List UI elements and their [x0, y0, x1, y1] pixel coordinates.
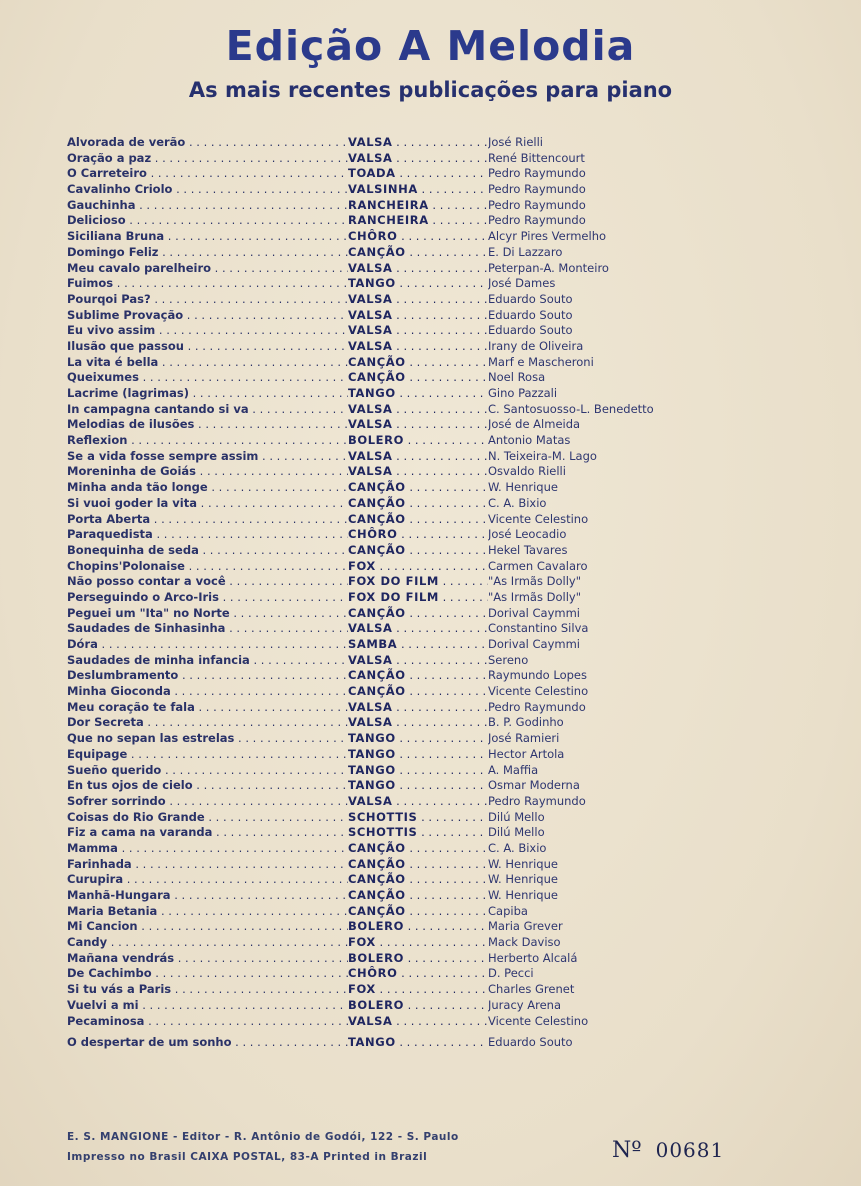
- list-item: [67, 966, 767, 982]
- song-composer: W. Henrique: [488, 856, 558, 871]
- list-item: [67, 872, 767, 888]
- song-genre: CANÇÃO . . .: [348, 841, 488, 857]
- song-composer: Alcyr Pires Vermelho: [488, 229, 607, 244]
- song-composer: Pedro Raymundo: [488, 213, 586, 228]
- song-composer: Eduardo Souto: [488, 323, 573, 338]
- song-genre: CANÇÃO . . .: [348, 904, 488, 920]
- catalog-list: [67, 135, 767, 1051]
- song-title: Curupira . . .: [67, 872, 348, 888]
- list-item: [67, 684, 767, 700]
- song-title: Si tu vás a Paris . . .: [67, 982, 348, 998]
- list-item: [67, 810, 767, 826]
- song-composer: Marf e Mascheroni: [488, 354, 594, 369]
- song-title: Peguei um "Ita" no Norte . . .: [67, 606, 348, 622]
- song-genre: RANCHEIRA . . .: [348, 213, 488, 229]
- song-genre: TANGO . . .: [348, 778, 488, 794]
- song-title: Dor Secreta . . .: [67, 715, 348, 731]
- song-composer: C. Santosuosso-L. Benedetto: [488, 401, 654, 416]
- song-title: Bonequinha de seda . . .: [67, 543, 348, 559]
- song-title: Gauchinha . . .: [67, 198, 348, 214]
- song-composer: Pedro Raymundo: [488, 699, 586, 714]
- list-item: [67, 794, 767, 810]
- song-composer: Pedro Raymundo: [488, 793, 586, 808]
- list-item: [67, 198, 767, 214]
- song-composer: E. Di Lazzaro: [488, 244, 563, 259]
- song-title: In campagna cantando si va . . .: [67, 402, 348, 418]
- song-title: Saudades de minha infancia . . .: [67, 653, 348, 669]
- song-genre: CANÇÃO . . .: [348, 480, 488, 496]
- song-composer: Dorival Caymmi: [488, 637, 580, 651]
- song-title: Delicioso . . .: [67, 213, 348, 229]
- list-item: [67, 213, 767, 229]
- song-title: Não posso contar a você . . .: [67, 574, 348, 590]
- list-item: [67, 543, 767, 559]
- page-subtitle: As mais recentes publicações para piano: [188, 78, 673, 102]
- song-title: Sublime Provação . . .: [67, 308, 348, 324]
- list-item: [67, 135, 767, 151]
- list-item: [67, 904, 767, 920]
- song-title: Equipage . . .: [67, 747, 348, 763]
- list-item: [67, 480, 767, 496]
- printed-line: Impresso no Brasil CAIXA POSTAL, 83-A Printed in Brazil: [67, 1151, 428, 1163]
- list-item: [67, 637, 767, 653]
- list-item: [67, 621, 767, 637]
- song-title: En tus ojos de cielo . . .: [67, 778, 348, 794]
- list-item: [67, 464, 767, 480]
- song-composer: Capiba: [488, 903, 528, 918]
- song-genre: CANÇÃO . . .: [348, 512, 488, 528]
- song-title: Fuimos . . .: [67, 276, 348, 292]
- song-composer: Dilú Mello: [488, 809, 545, 824]
- song-title: Reflexion . . .: [67, 433, 348, 449]
- list-item: [67, 308, 767, 324]
- song-title: Maria Betania . . .: [67, 904, 348, 920]
- song-composer: Sereno: [488, 652, 529, 667]
- song-composer: Antonio Matas: [488, 433, 571, 448]
- page-title: Edição A Melodia: [225, 22, 636, 70]
- song-composer: Charles Grenet: [488, 982, 575, 997]
- song-composer: José Ramieri: [488, 731, 560, 746]
- song-composer: José de Almeida: [488, 417, 581, 432]
- song-genre: VALSA . . .: [348, 151, 488, 167]
- song-composer: René Bittencourt: [488, 150, 585, 165]
- song-title: Alvorada de verão . . .: [67, 135, 348, 151]
- song-genre: SAMBA . . .: [348, 637, 488, 653]
- song-composer: José Leocadio: [488, 527, 567, 542]
- list-item: [67, 715, 767, 731]
- song-title: Porta Aberta . . .: [67, 512, 348, 528]
- list-item: [67, 386, 767, 402]
- song-genre: SCHOTTIS . . .: [348, 810, 488, 826]
- list-item: [67, 229, 767, 245]
- song-genre: SCHOTTIS . . .: [348, 825, 488, 841]
- song-composer: W. Henrique: [488, 888, 558, 902]
- song-title: Oração a paz . . .: [67, 151, 348, 167]
- song-title: Pourqoi Pas? . . .: [67, 292, 348, 308]
- song-composer: Hector Artola: [488, 746, 565, 761]
- song-genre: FOX DO FILM . . .: [348, 574, 488, 590]
- list-item: [67, 496, 767, 512]
- list-item: [67, 276, 767, 292]
- song-composer: C. A. Bixio: [488, 495, 547, 510]
- song-title: Vuelvi a mi . . .: [67, 998, 348, 1014]
- list-item: [67, 778, 767, 794]
- song-genre: VALSA . . .: [348, 339, 488, 355]
- song-genre: FOX . . .: [348, 559, 488, 575]
- song-composer: Vicente Celestino: [488, 1013, 589, 1028]
- list-item: [67, 370, 767, 386]
- song-composer: Carmen Cavalaro: [488, 558, 588, 573]
- song-genre: VALSA . . .: [348, 261, 488, 277]
- song-genre: TOADA . . .: [348, 166, 488, 182]
- list-item: [67, 182, 767, 198]
- song-genre: FOX . . .: [348, 982, 488, 998]
- song-title: Sofrer sorrindo . . .: [67, 794, 348, 810]
- song-title: Si vuoi goder la vita . . .: [67, 496, 348, 512]
- list-item: [67, 888, 767, 904]
- song-composer: "As Irmãs Dolly": [488, 589, 581, 604]
- song-title: Domingo Feliz . . .: [67, 245, 348, 261]
- song-genre: CANÇÃO . . .: [348, 857, 488, 873]
- song-title: Siciliana Bruna . . .: [67, 229, 348, 245]
- song-composer: Constantino Silva: [488, 621, 589, 636]
- song-genre: VALSA . . .: [348, 794, 488, 810]
- song-genre: VALSA . . .: [348, 323, 488, 339]
- list-item: [67, 339, 767, 355]
- song-composer: W. Henrique: [488, 872, 558, 887]
- list-item: [67, 998, 767, 1014]
- list-item: [67, 512, 767, 528]
- list-item: [67, 747, 767, 763]
- song-title: Minha anda tão longe . . .: [67, 480, 348, 496]
- song-genre: TANGO . . .: [348, 1035, 488, 1051]
- song-composer: Vicente Celestino: [488, 684, 589, 699]
- song-title: Meu coração te fala . . .: [67, 700, 348, 716]
- song-title: Candy . . .: [67, 935, 348, 951]
- song-title: Dóra . . .: [67, 637, 348, 653]
- song-composer: Gino Pazzali: [488, 386, 558, 400]
- song-title: Minha Gioconda . . .: [67, 684, 348, 700]
- song-title: Moreninha de Goiás . . .: [67, 464, 348, 480]
- song-title: O despertar de um sonho . . .: [67, 1035, 348, 1051]
- song-title: Queixumes . . .: [67, 370, 348, 386]
- list-item: [67, 574, 767, 590]
- song-genre: CHÔRO . . .: [348, 966, 488, 982]
- song-genre: VALSA . . .: [348, 1014, 488, 1030]
- list-item: [67, 433, 767, 449]
- song-genre: CANÇÃO . . .: [348, 370, 488, 386]
- list-item: [67, 323, 767, 339]
- serial-number-label: Nº: [612, 1138, 642, 1163]
- list-item: [67, 1035, 767, 1051]
- song-composer: B. P. Godinho: [488, 715, 564, 730]
- song-genre: CANÇÃO . . .: [348, 245, 488, 261]
- song-title: Lacrime (lagrimas) . . .: [67, 386, 348, 402]
- list-item: [67, 700, 767, 716]
- list-item: [67, 417, 767, 433]
- song-genre: TANGO . . .: [348, 731, 488, 747]
- song-composer: Mack Daviso: [488, 935, 561, 950]
- song-genre: CANÇÃO . . .: [348, 606, 488, 622]
- song-genre: FOX DO FILM . . .: [348, 590, 488, 606]
- song-genre: VALSA . . .: [348, 715, 488, 731]
- song-title: Ilusão que passou . . .: [67, 339, 348, 355]
- song-title: Perseguindo o Arco-Iris . . .: [67, 590, 348, 606]
- song-composer: Maria Grever: [488, 919, 563, 934]
- song-title: Melodias de ilusões . . .: [67, 417, 348, 433]
- song-title: Eu vivo assim . . .: [67, 323, 348, 339]
- song-composer: Dorival Caymmi: [488, 605, 580, 620]
- song-title: Sueño querido . . .: [67, 763, 348, 779]
- list-item: [67, 935, 767, 951]
- song-genre: BOLERO . . .: [348, 951, 488, 967]
- song-title: Manhã-Hungara . . .: [67, 888, 348, 904]
- song-title: Mamma . . .: [67, 841, 348, 857]
- list-item: [67, 763, 767, 779]
- song-genre: BOLERO . . .: [348, 433, 488, 449]
- song-title: Meu cavalo parelheiro . . .: [67, 261, 348, 277]
- song-genre: CHÔRO . . .: [348, 527, 488, 543]
- song-title: Deslumbramento . . .: [67, 668, 348, 684]
- song-genre: FOX . . .: [348, 935, 488, 951]
- song-title: Farinhada . . .: [67, 857, 348, 873]
- song-composer: Eduardo Souto: [488, 291, 573, 306]
- song-title: De Cachimbo . . .: [67, 966, 348, 982]
- publisher-line: E. S. MANGIONE - Editor - R. Antônio de Godói, 122 - S. Paulo: [67, 1131, 459, 1143]
- song-title: Cavalinho Criolo . . .: [67, 182, 348, 198]
- song-title: Chopins'Polonaise . . .: [67, 559, 348, 575]
- song-title: Saudades de Sinhasinha . . .: [67, 621, 348, 637]
- list-item: [67, 527, 767, 543]
- song-composer: José Rielli: [488, 135, 543, 149]
- list-item: [67, 857, 767, 873]
- song-genre: VALSA . . .: [348, 464, 488, 480]
- song-composer: Hekel Tavares: [488, 542, 568, 557]
- song-genre: CANÇÃO . . .: [348, 543, 488, 559]
- list-item: [67, 261, 767, 277]
- song-genre: TANGO . . .: [348, 386, 488, 402]
- song-genre: VALSA . . .: [348, 700, 488, 716]
- song-composer: N. Teixeira-M. Lago: [488, 448, 597, 463]
- song-genre: VALSA . . .: [348, 308, 488, 324]
- song-title: O Carreteiro . . .: [67, 166, 348, 182]
- list-item: [67, 245, 767, 261]
- song-title: Fiz a cama na varanda . . .: [67, 825, 348, 841]
- song-genre: VALSA . . .: [348, 402, 488, 418]
- song-title: Coisas do Rio Grande . . .: [67, 810, 348, 826]
- song-composer: Juracy Arena: [488, 997, 561, 1012]
- song-genre: VALSA . . .: [348, 449, 488, 465]
- song-genre: TANGO . . .: [348, 763, 488, 779]
- song-composer: Peterpan-A. Monteiro: [488, 260, 609, 275]
- song-title: Mañana vendrás . . .: [67, 951, 348, 967]
- song-composer: Osvaldo Rielli: [488, 464, 566, 479]
- song-composer: W. Henrique: [488, 480, 558, 495]
- list-item: [67, 731, 767, 747]
- list-item: [67, 951, 767, 967]
- list-item: [67, 559, 767, 575]
- song-title: Mi Cancion . . .: [67, 919, 348, 935]
- song-composer: Pedro Raymundo: [488, 197, 586, 212]
- list-item: [67, 355, 767, 371]
- list-item: [67, 606, 767, 622]
- song-genre: CANÇÃO . . .: [348, 888, 488, 904]
- list-item: [67, 919, 767, 935]
- list-item: [67, 1014, 767, 1030]
- serial-number: [612, 1138, 724, 1163]
- song-genre: VALSA . . .: [348, 653, 488, 669]
- song-genre: VALSINHA . . .: [348, 182, 488, 198]
- song-title: Paraquedista . . .: [67, 527, 348, 543]
- song-genre: VALSA . . .: [348, 135, 488, 151]
- song-composer: Eduardo Souto: [488, 1035, 573, 1050]
- list-item: [67, 292, 767, 308]
- list-item: [67, 449, 767, 465]
- list-item: [67, 402, 767, 418]
- song-title: La vita é bella . . .: [67, 355, 348, 371]
- list-item: [67, 825, 767, 841]
- song-genre: CANÇÃO . . .: [348, 668, 488, 684]
- song-composer: D. Pecci: [488, 966, 534, 981]
- song-genre: TANGO . . .: [348, 747, 488, 763]
- song-composer: Vicente Celestino: [488, 511, 589, 526]
- song-composer: Osmar Moderna: [488, 778, 580, 793]
- song-composer: Dilú Mello: [488, 825, 545, 840]
- list-item: [67, 151, 767, 167]
- list-item: [67, 166, 767, 182]
- song-composer: Pedro Raymundo: [488, 182, 586, 197]
- song-composer: "As Irmãs Dolly": [488, 574, 581, 589]
- song-composer: Herberto Alcalá: [488, 950, 578, 965]
- list-item: [67, 841, 767, 857]
- song-genre: RANCHEIRA . . .: [348, 198, 488, 214]
- list-item: [67, 668, 767, 684]
- song-genre: VALSA . . .: [348, 417, 488, 433]
- song-title: Que no sepan las estrelas . . .: [67, 731, 348, 747]
- song-genre: BOLERO . . .: [348, 919, 488, 935]
- song-genre: CHÔRO . . .: [348, 229, 488, 245]
- song-composer: C. A. Bixio: [488, 840, 547, 855]
- song-genre: VALSA . . .: [348, 292, 488, 308]
- song-genre: VALSA . . .: [348, 621, 488, 637]
- list-item: [67, 982, 767, 998]
- song-composer: José Dames: [488, 276, 556, 291]
- song-title: Se a vida fosse sempre assim . . .: [67, 449, 348, 465]
- song-genre: CANÇÃO . . .: [348, 355, 488, 371]
- song-composer: A. Maffia: [488, 762, 539, 777]
- song-genre: TANGO . . .: [348, 276, 488, 292]
- list-item: [67, 590, 767, 606]
- song-genre: CANÇÃO . . .: [348, 496, 488, 512]
- serial-number-value: 00681: [655, 1138, 725, 1162]
- song-composer: Pedro Raymundo: [488, 166, 586, 181]
- list-item: [67, 653, 767, 669]
- song-composer: Raymundo Lopes: [488, 668, 587, 683]
- song-composer: Irany de Oliveira: [488, 338, 584, 353]
- song-genre: CANÇÃO . . .: [348, 872, 488, 888]
- song-genre: BOLERO . . .: [348, 998, 488, 1014]
- song-title: Pecaminosa . . .: [67, 1014, 348, 1030]
- song-composer: Eduardo Souto: [488, 307, 573, 322]
- song-genre: CANÇÃO . . .: [348, 684, 488, 700]
- song-composer: Noel Rosa: [488, 370, 546, 385]
